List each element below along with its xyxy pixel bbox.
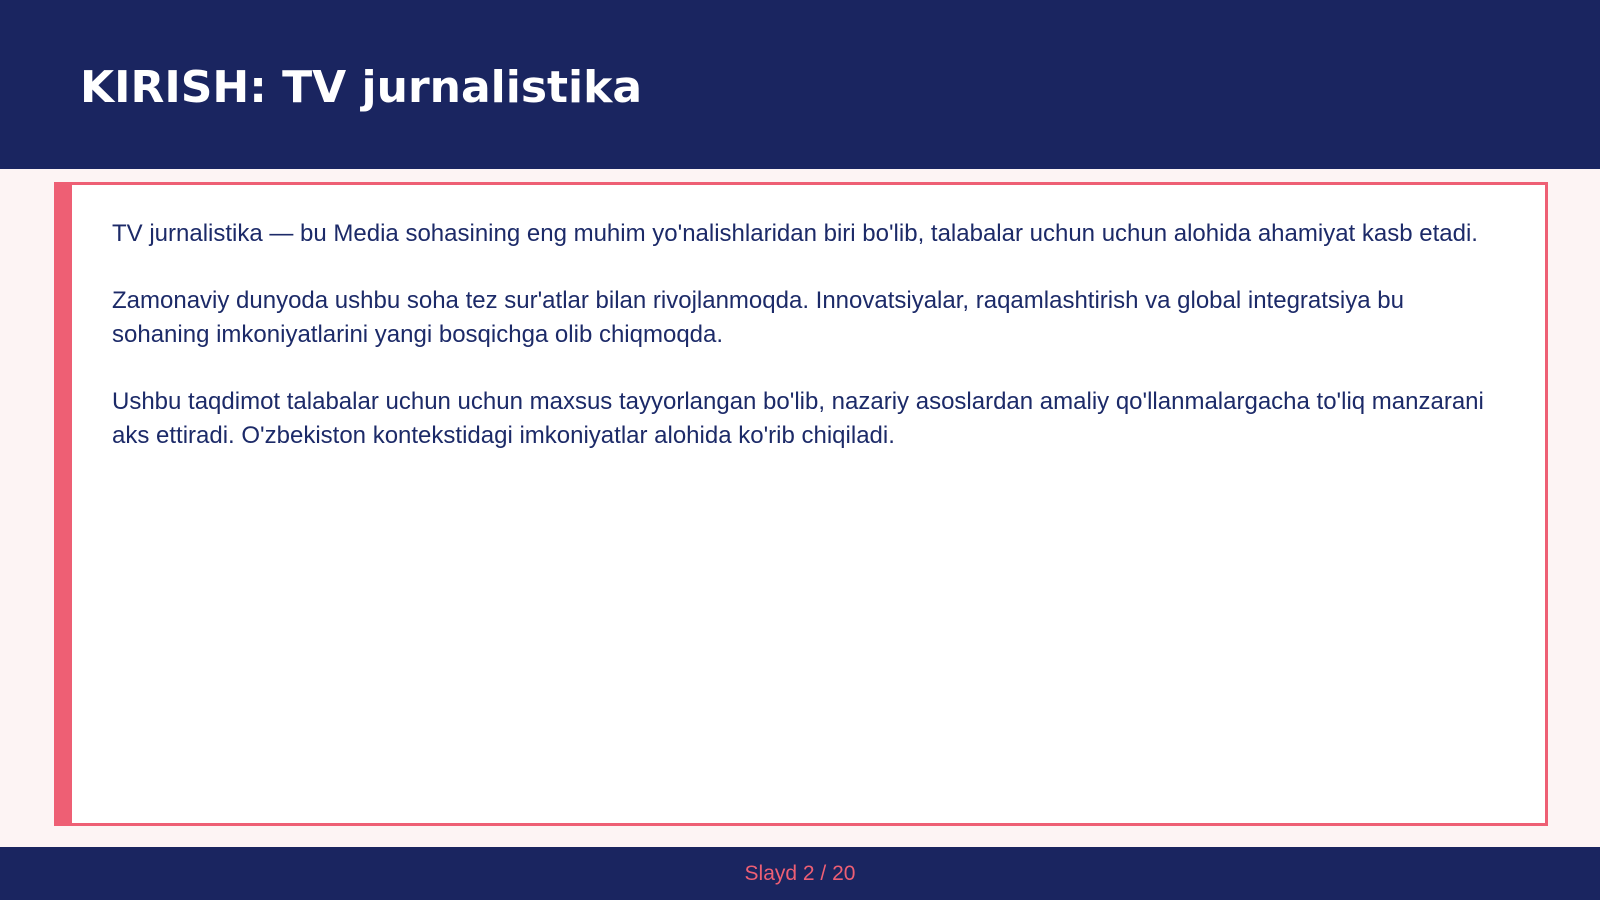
intro-paragraph: TV jurnalistika — bu Media sohasining eng muhim yo'nalishlaridan biri bo'lib, talabalar uchun uchun alohida ahamiyat kasb etadi. [112,220,1478,247]
slide-footer [0,847,1600,900]
slide-counter: Slayd 2 / 20 [744,862,856,885]
modern-world-paragraph: Zamonaviy dunyoda ushbu soha tez sur'atlar bilan rivojlanmoqda. Innovatsiyalar, raqamlashtirish va global integratsiya bu sohaning imkoniyatlarini yangi bosqichga olib chiqmoqda. [112,287,1404,348]
content-panel [54,182,1548,826]
presentation-scope-paragraph: Ushbu taqdimot talabalar uchun uchun maxsus tayyorlangan bo'lib, nazariy asoslardan amaliy qo'llanmalargacha to'liq manzarani aks ettiradi. O'zbekiston kontekstidagi imkoniyatlar alohida ko'rib chiqiladi. [112,388,1484,449]
slide-title: KIRISH: TV jurnalistika [80,62,643,113]
slide-header [0,0,1600,169]
